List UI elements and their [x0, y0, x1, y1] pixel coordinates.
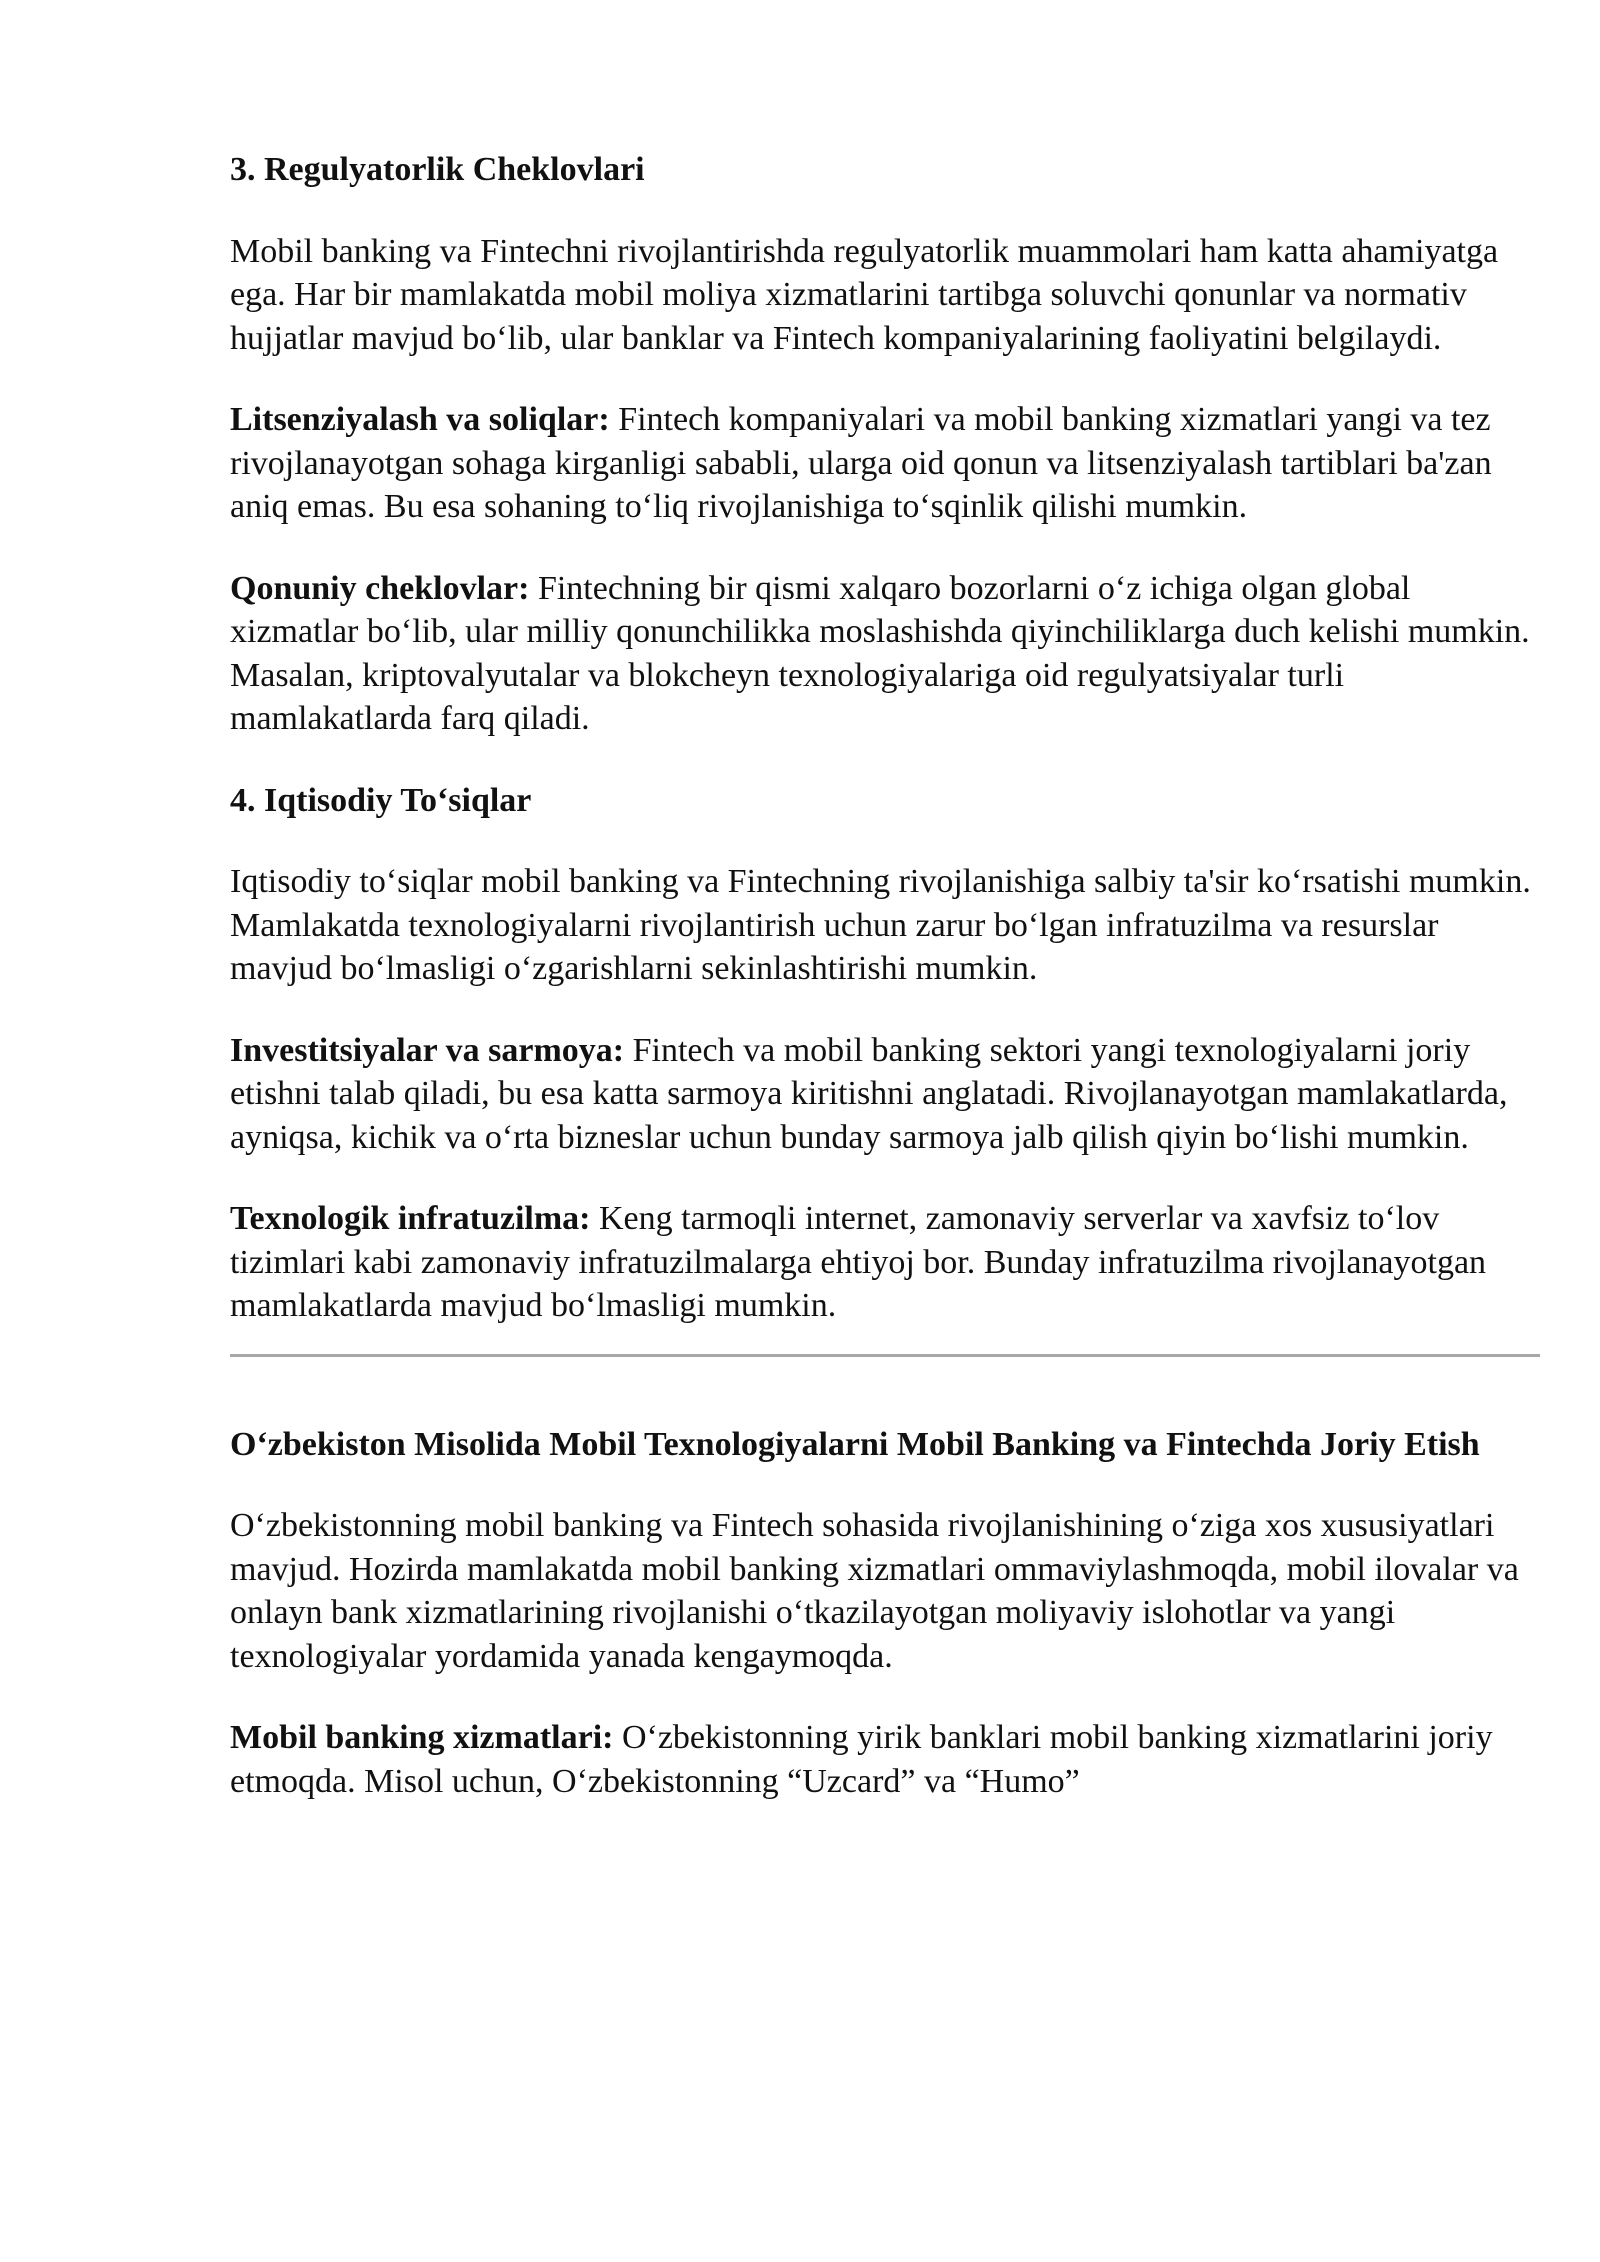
licensing-lead: Litsenziyalash va soliqlar:: [230, 401, 610, 438]
legal-restrictions-text: Fintechning bir qismi xalqaro bozorlarni o‘z ichiga olgan global xizmatlar bo‘lib, ular milliy qonunchilikka moslashishda qiyinchiliklarga duch kelishi mumkin. Masalan, kriptovalyutalar va blokcheyn texnologiyalariga oid regulyatsiyalar turli mamlakatlarda farq qiladi.: [230, 569, 1530, 737]
investments-text: Fintech va mobil banking sektori yangi texnologiyalarni joriy etishni talab qiladi, bu esa katta sarmoya kiritishni anglatadi. Rivojlanayotgan mamlakatlarda, ayniqsa, kichik va o‘rta bizneslar uchun bunday sarmoya jalb qilish qiyin bo‘lishi mumkin.: [230, 1031, 1508, 1156]
investments-lead: Investitsiyalar va sarmoya:: [230, 1031, 625, 1069]
section-3-intro: Mobil banking va Fintechni rivojlantirishda regulyatorlik muammolari ham katta ahamiyatga ega. Har bir mamlakatda mobil moliya xizmatlarini tartibga soluvchi qonunlar va normativ hujjatlar mavjud bo‘lib, ular banklar va Fintech kompaniyalarining faoliyatini belgilaydi.: [230, 232, 1499, 357]
document-page: [230, 148, 1540, 1803]
uzbekistan-intro: O‘zbekistonning mobil banking va Fintech sohasida rivojlanishining o‘ziga xos xususiyatlari mavjud. Hozirda mamlakatda mobil banking xizmatlari ommaviylashmoqda, mobil ilovalar va onlayn bank xizmatlarining rivojlanishi o‘tkazilayotgan moliyaviy islohotlar va yangi texnologiyalar yordamida yanada kengaymoqda.: [230, 1507, 1519, 1675]
mobile-banking-services-lead: Mobil banking xizmatlari:: [230, 1719, 614, 1756]
licensing-paragraph: [230, 398, 1540, 529]
infrastructure-text: Keng tarmoqli internet, zamonaviy serverlar va xavfsiz to‘lov tizimlari kabi zamonaviy infratuzilmalarga ehtiyoj bor. Bunday infratuzilma rivojlanayotgan mamlakatlarda mavjud bo‘lmasligi mumkin.: [230, 1200, 1487, 1324]
section-3-heading: 3. Regulyatorlik Cheklovlari: [230, 151, 645, 188]
section-4-heading: 4. Iqtisodiy To‘siqlar: [230, 781, 532, 819]
infrastructure-lead: Texnologik infratuzilma:: [230, 1200, 591, 1237]
mobile-banking-services-text: O‘zbekistonning yirik banklari mobil banking xizmatlarini joriy etmoqda. Misol uchun, O‘zbekistonning “Uzcard” va “Humo”: [230, 1719, 1493, 1800]
licensing-text: Fintech kompaniyalari va mobil banking xizmatlari yangi va tez rivojlanayotgan sohaga kirganligi sababli, ularga oid qonun va litsenziyalash tartiblari ba'zan aniq emas. Bu esa sohaning to‘liq rivojlanishiga to‘sqinlik qilishi mumkin.: [230, 401, 1492, 525]
investments-paragraph: [230, 1029, 1540, 1160]
uzbekistan-heading: O‘zbekiston Misolida Mobil Texnologiyalarni Mobil Banking va Fintechda Joriy Etish: [230, 1425, 1480, 1463]
infrastructure-paragraph: [230, 1197, 1540, 1328]
section-4-intro: Iqtisodiy to‘siqlar mobil banking va Fintechning rivojlanishiga salbiy ta'sir ko‘rsatishi mumkin. Mamlakatda texnologiyalarni rivojlantirish uchun zarur bo‘lgan infratuzilma va resurslar mavjud bo‘lmasligi o‘zgarishlarni sekinlashtirishi mumkin.: [230, 863, 1531, 987]
mobile-banking-services-paragraph: [230, 1716, 1540, 1803]
legal-restrictions-lead: Qonuniy cheklovlar:: [230, 569, 530, 607]
section-divider: [230, 1354, 1540, 1357]
legal-restrictions-paragraph: [230, 567, 1540, 741]
